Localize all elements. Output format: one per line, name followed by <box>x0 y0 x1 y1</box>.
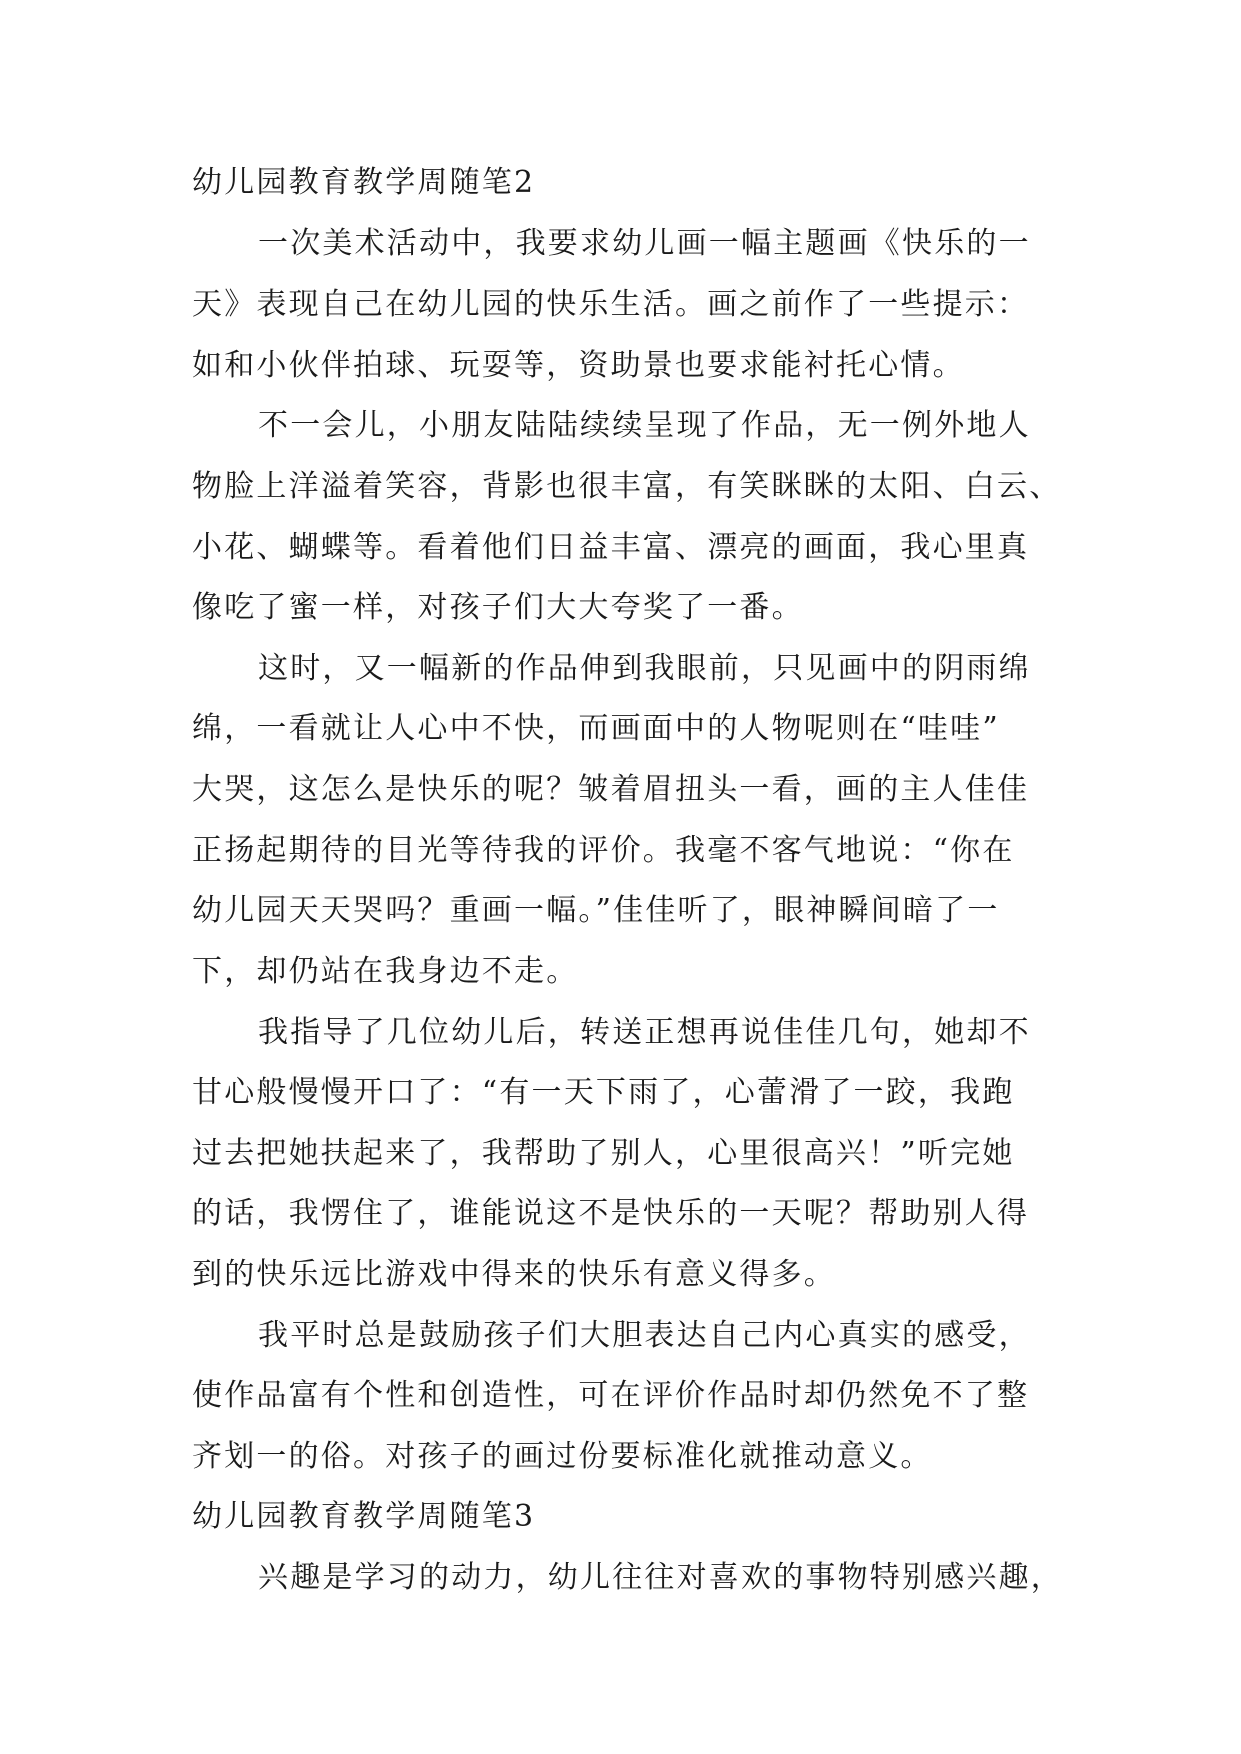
paragraph-line: 天》表现自己在幼儿园的快乐生活。画之前作了一些提示： <box>192 287 1030 322</box>
paragraph-line: 使作品富有个性和创造性，可在评价作品时却仍然免不了整 <box>192 1378 1030 1413</box>
paragraph-line: 物脸上洋溢着笑容，背影也很丰富，有笑眯眯的太阳、白云、 <box>192 469 1062 504</box>
paragraph-line: 不一会儿，小朋友陆陆续续呈现了作品，无一例外地人 <box>258 408 1031 443</box>
paragraph-line: 兴趣是学习的动力，幼儿往往对喜欢的事物特别感兴趣， <box>258 1560 1063 1595</box>
section-heading: 幼儿园教育教学周随笔3 <box>192 1499 536 1534</box>
paragraph-line: 一次美术活动中，我要求幼儿画一幅主题画《快乐的一 <box>258 226 1031 261</box>
paragraph-line: 齐划一的俗。对孩子的画过份要标准化就推动意义。 <box>192 1439 933 1474</box>
paragraph-line: 这时，又一幅新的作品伸到我眼前，只见画中的阴雨绵 <box>258 651 1031 686</box>
section-heading: 幼儿园教育教学周随笔2 <box>192 165 536 200</box>
paragraph-line: 的话，我愣住了，谁能说这不是快乐的一天呢？帮助别人得 <box>192 1196 1030 1231</box>
paragraph-line: 甘心般慢慢开口了：“有一天下雨了，心蕾滑了一跤，我跑 <box>192 1075 1015 1110</box>
paragraph-line: 如和小伙伴拍球、玩耍等，资助景也要求能衬托心情。 <box>192 348 965 383</box>
paragraph-line: 过去把她扶起来了，我帮助了别人，心里很高兴！”听完她 <box>192 1136 1015 1171</box>
paragraph-line: 绵，一看就让人心中不快，而画面中的人物呢则在“哇哇” <box>192 711 1000 746</box>
paragraph-line: 我平时总是鼓励孩子们大胆表达自己内心真实的感受， <box>258 1318 1031 1353</box>
paragraph-line: 正扬起期待的目光等待我的评价。我毫不客气地说：“你在 <box>192 833 1015 868</box>
paragraph-line: 像吃了蜜一样，对孩子们大大夸奖了一番。 <box>192 590 804 625</box>
paragraph-line: 下，却仍站在我身边不走。 <box>192 954 579 989</box>
paragraph-line: 小花、蝴蝶等。看着他们日益丰富、漂亮的画面，我心里真 <box>192 530 1030 565</box>
paragraph-line: 到的快乐远比游戏中得来的快乐有意义得多。 <box>192 1257 836 1292</box>
paragraph-line: 幼儿园天天哭吗？重画一幅。”佳佳听了，眼神瞬间暗了一 <box>192 893 1000 928</box>
paragraph-line: 我指导了几位幼儿后，转送正想再说佳佳几句，她却不 <box>258 1015 1031 1050</box>
paragraph-line: 大哭，这怎么是快乐的呢？皱着眉扭头一看，画的主人佳佳 <box>192 772 1030 807</box>
